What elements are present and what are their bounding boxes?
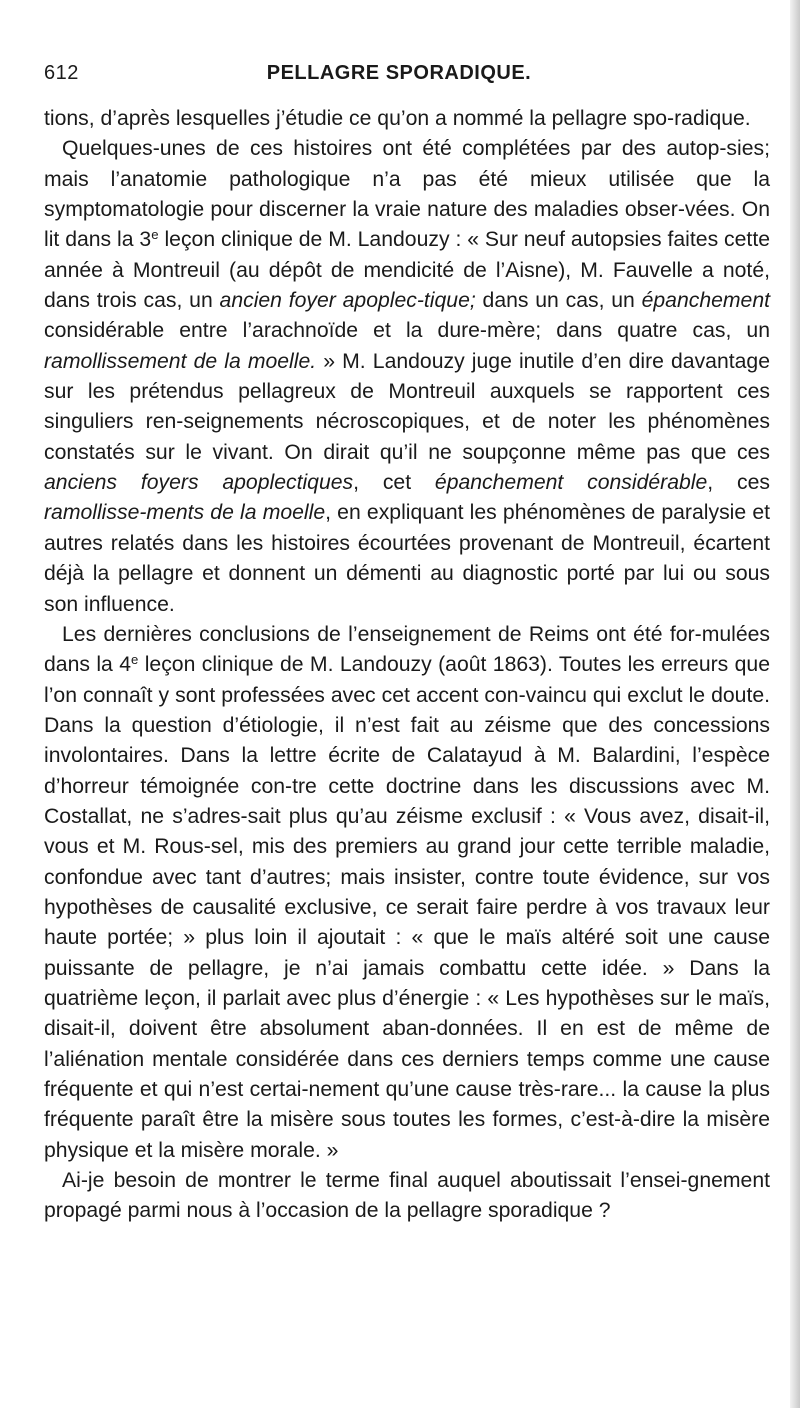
superscript: e xyxy=(131,651,139,667)
running-title: PELLAGRE SPORADIQUE. xyxy=(266,62,532,84)
italic-text: ramollisse-ments de la moelle xyxy=(44,501,326,525)
paragraph-2 xyxy=(44,134,770,620)
text-run: Les dernières conclusions de l’enseignement de Reims ont été for-mulées dans la 4 xyxy=(44,622,770,677)
italic-text: ramollissement de la moelle. xyxy=(44,349,317,373)
page-header xyxy=(44,62,754,92)
text-run: leçon clinique de M. Landouzy (août 1863). Toutes les erreurs que l’on connaît y sont professées avec cet accent con-vaincu qui exclut le doute. Dans la question d’étiologie, il n’est fait au zéisme que des concessions involontaires. Dans la lettre écrite de Calatayud à M. Balardini, l’espèce d’horreur témoignée con-tre cette doctrine dans les discussions avec M. Costallat, ne s’adres-sait plus qu’au zéisme exclusif : « Vous avez, disait-il, vous et M. Rous-sel, mis des premiers au grand jour cette terrible maladie, confondue avec tant d’autres; mais insister, contre toute évidence, sur vos hypothèses de causalité exclusive, ce serait faire perdre à vos travaux leur haute portée; » plus loin il ajoutait : « que le maïs altéré soit une cause puissante de pellagre, je n’ai jamais combattu cette idée. » Dans la quatrième leçon, il parlait avec plus d’énergie : « Les hypothèses sur le maïs, disait-il, doivent être absolument aban-données. Il en est de même de l’aliénation mentale considérée dans ces derniers temps comme une cause fréquente et qui n’est certai-nement qu’une cause très-rare... la cause la plus fréquente paraît être la misère sous toutes les formes, c’est-à-dire la misère physique et la misère morale. » xyxy=(44,653,770,1162)
italic-text: ancien foyer apoplec-tique; xyxy=(219,289,476,313)
italic-text: épanchement considérable xyxy=(434,471,708,495)
text-run: , en expliquant les phénomènes de paralysie et autres relatés dans les histoires écourtées provenant de Montreuil, écartent déjà la pellagre et donnent un démenti au diagnostic porté par lui ou sous son influence. xyxy=(44,501,770,616)
body-text xyxy=(44,104,770,1227)
italic-text: anciens foyers apoplectiques xyxy=(44,471,354,495)
text-run: Quelques-unes de ces histoires ont été complétées par des autop-sies; mais l’anatomie pathologique n’a pas été mieux utilisée que la symptomatologie pour discerner la vraie nature des maladies obser-vées. On lit dans la 3 xyxy=(44,137,770,252)
paragraph-4: Ai-je besoin de montrer le terme final auquel aboutissait l’ensei-gnement propagé parmi nous à l’occasion de la pellagre sporadique ? xyxy=(44,1169,770,1223)
text-run: leçon clinique de M. Landouzy : « Sur neuf autopsies faites cette année à Montreuil (au dépôt de mendicité de l’Aisne), M. Fauvelle a noté, dans trois cas, un xyxy=(44,228,770,313)
text-run: , cet xyxy=(353,471,435,495)
text-run: considérable entre l’arachnoïde et la dure-mère; dans quatre cas, un xyxy=(44,319,770,343)
text-run: » M. Landouzy juge inutile d’en dire davantage sur les prétendus pellagreux de Montreuil auxquels se rapportent ces singuliers ren-seignements nécroscopiques, et de noter les phénomènes constatés sur le vivant. On dirait qu’il ne soupçonne même pas que ces xyxy=(44,349,770,464)
paragraph-1: tions, d’après lesquelles j’étudie ce qu’on a nommé la pellagre spo-radique. xyxy=(44,107,751,130)
superscript: e xyxy=(151,227,159,243)
page-number: 612 xyxy=(44,62,79,84)
italic-text: épanchement xyxy=(641,289,770,313)
text-run: , ces xyxy=(707,471,770,495)
page-edge-shadow xyxy=(790,0,800,1408)
paragraph-3 xyxy=(44,620,770,1166)
text-run: dans un cas, un xyxy=(475,289,642,313)
